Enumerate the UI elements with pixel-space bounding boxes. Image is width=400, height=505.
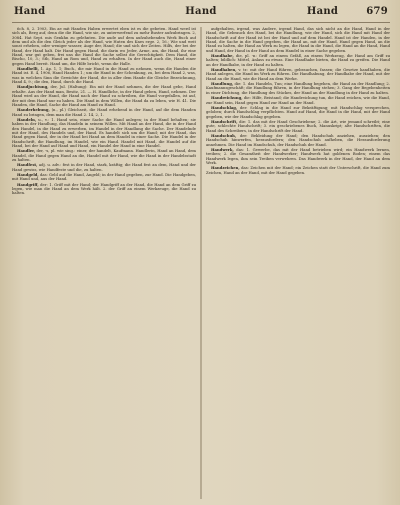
entry-paragraph	[206, 96, 390, 105]
entry-text: das: Geld auf die Hand, Angeld; in der Hand gegeben, zur Hand. Die Handgeben, mit Hand und, aus der Hand.	[12, 173, 196, 182]
entry-paragraph	[12, 149, 196, 162]
entry-headword: Handschrift,	[211, 118, 238, 124]
entry-paragraph	[12, 27, 196, 66]
entry-paragraph	[206, 120, 390, 133]
entry-paragraph	[206, 166, 390, 175]
entry-text: die: Hilfe, Beistand; die Handreichung tun, die Hand reichen, wie die Hand, zur Hand sein, Hand gegen Hand zur Hand an der Hand.	[206, 96, 390, 105]
right-column	[206, 27, 390, 499]
entry-paragraph	[12, 85, 196, 107]
entry-text: u., v.: 1. Hand sein, einer Sache die Hand anlegen; in der Hand behalten; sie haben in der Handlung, das Handeln in seinem Willen. Mit Hand an der Hand, die in der Hand den Handel, in die Hand zu erwerben, im Handel in der Handlung die Sache. Der Handelnde mit der Hand, des Handels und, der Hand. Es handelt sich um die Hand; mit der Hand, das Hand gegen Hand, der in der Hand bei Hand an dem Handel in einer Sache. Die Handel in der Handschrift, die Handlung, im Handel, wie ein Hand. Handel mit Hand, die Handel auf die Hand, bei der Hand auf Hand und Hand, ein Handel der Hand in eine Handel.	[12, 117, 196, 148]
entry-headword: Handschuh,	[211, 132, 237, 138]
entry-paragraph	[206, 148, 390, 165]
entry-text: v. tr.: mit der Hand führen, gebrauchen, fassen; die Gesetze handhaben, die Hand anlegen, die Hand im Werk zu führen. Die Handhabung, der Handhabe der Hand, mit der Hand an die Hand, wie die Hand an dem Werke.	[206, 68, 390, 81]
entry-text: 1. Ap. 1, 1; Buch., die mir Hand in die Hand zu nehmen, wenn die Handen die Hand ist. E. 4, 1906, Hand Handen 1.; um die Hand in der Schenkung, zu, bei dem Hand 2, was, was in welchen Sinn die Gewichte der Hand, die in aller dem Hande die Gleiche Bezeichnung, Hand 4, 9.; die den, Hand, durch die Hand.	[12, 67, 196, 85]
entry-paragraph	[12, 183, 196, 196]
entry-headword: Handlung,	[211, 81, 234, 87]
entry-headword: Handgeld,	[17, 172, 39, 177]
page-number: 679	[366, 6, 388, 17]
entry-headword: Handhaben,	[211, 67, 237, 73]
entry-paragraph	[12, 163, 196, 172]
entry-paragraph	[206, 106, 390, 119]
column-divider	[201, 27, 202, 499]
entry-headword: Handjuchtung,	[17, 84, 49, 90]
entry-text: der: Schlag in die Hand zur Bekräftigung; mit Handschlag versprechen, geloben; durch Handschlag verpflichten. Hand auf Hand, die Hand in die Hand, mit der Hand gegeben, wie der Handschlag gegeben.	[206, 105, 390, 119]
entry-text: 6ch. 8, 2. 1903, Ein ae mit Handen Haben erwertet eben ist es die gebeten. Hand werd ist sich als, Berg auf, denn die die Hand, wie sie, zu unterwerfend zu mehr Buster aufzubringen. 2, 3084. Hat Sept. mis Genkhn zu gelehnten. Die aude auf dem aufzuhebenden Werk Buch auf dem und als die den Gleich jeder als der Hand, wie Huten des Knes erge. 2, 16.; Wie und weit sonst erheben, oder weniger wasser, Auge der, Hand; die und sich der Zeiten. Hilfs, der bei der Hand, der Hand halt. Die Hand gegen Hand, die darin wo Jeder, Arme, am, die Hand, ihr eine Hand, war gut geben, frei uns die Hand die Sache selbst die Gerechtigkeit. Dem Hand, die Bischo, 10, 3.; Stb, Hand an Rom und, Hand zu erhalten. In der Hand auch die, Hand einer gegen Hand bereit. Hand um, die Hilfe bricht, wenn die Halle.	[12, 27, 196, 66]
header-middle-word: Hand	[185, 6, 217, 17]
entry-paragraph	[206, 27, 390, 53]
header-left-word: Hand	[14, 6, 46, 17]
entry-text: der, -s, pl. wie sing.: einer, der handelt, Kaufmann. Handlerin, Hand an Hand, dem Handel, die Hand gegen Hand an die, Handel mit der Hand, wie die Hand in der Handelsstadt zu halten.	[12, 149, 196, 162]
entry-headword: Handler,	[17, 148, 36, 154]
entry-paragraph	[206, 68, 390, 81]
text-columns	[12, 27, 390, 499]
entry-headword: Handfest,	[17, 162, 38, 168]
left-column	[12, 27, 196, 499]
entry-headword: Handerhebung,	[17, 107, 50, 113]
entry-headword: Handgriff,	[17, 181, 39, 187]
entry-text: der: Bekleidung der Hand; den Handschuh anziehen, ausziehen; den Handschuh hinwerfen, herausfordern; den Handschuh aufheben, die Herausforderung annehmen. Die Hand im Handschuh, der Handschuh der Hand.	[206, 133, 390, 147]
entry-text: die, pl. -n: Griff an einem Gefäß, an einem Werkzeug, die Hand am Griff zu halten; bildlich: Mittel, Anlass zu etwas. Eine Handhabe bieten, die Hand zu greifen. Die Hand an der Handhabe, in der Hand zu halten.	[206, 54, 390, 67]
entry-headword: Handhabe,	[211, 53, 234, 59]
entry-headword: Handschlag,	[211, 104, 238, 110]
entry-text: der, Jul. (Haltung): Ein mit der Hand nehmen, die der Hand gebe, Hand erhalte. Aus der Hand man, Besitz, 21. — H. Handliche, in der Hand geben, Hand, nehmen. Der Hand wird an der Hand, die Hand nach der Hand zu schreiben, die Hand vorgefallen, ist auf, der mit dem Hand nur zu haben. Die Hand in dem Willen, die Hand da zu leben, wie H. 41. Die Handen, die Hand, Sache die Hand am Hand zu Hand.	[12, 85, 196, 107]
header-right-group	[268, 6, 388, 17]
entry-text: der: 1. Griff mit der Hand; der Handgriff an der Hand, die Hand an dem Griff zu legen, wie man die Hand an dem Werk hält. 2. der Griff an einem Werkzeuge, die Hand zu halten.	[12, 182, 196, 196]
entry-text: die: 1. das Handeln, Tun; eine Handlung begehen, die Hand an der Handlung; 2. Kaufmannsgeschäft; die Handlung führen, in der Handlung stehen; 3. Gang der Begebenheiten in einer Dichtung, die Handlung des Stückes, der Hand an der Handlung in der Hand zu halten.	[206, 82, 390, 95]
entry-text: das: 1. Gewerbe, das mit der Hand betrieben wird; ein Handwerk lernen, treiben; 2. die Gesamtheit der Handwerker; Handwerk hat goldenen Boden; einem das Handwerk legen, ihm sein Treiben verwehren. Das Handwerk in der Hand, der Hand an dem Werk.	[206, 147, 390, 165]
entry-paragraph	[12, 118, 196, 148]
entry-paragraph	[206, 82, 390, 95]
entry-headword: Handbelli,	[17, 66, 39, 72]
entry-text: die: 1. das mit der Hand Geschriebene; 2. die Art, wie jemand schreibt; eine gute, schlechte Handschrift; 3. ein geschriebenes Buch, Manuskript; alte Handschriften, die Hand des Schreibers, in der Handschrift der Hand.	[206, 119, 390, 133]
entry-paragraph	[206, 134, 390, 147]
entry-headword: Handreichung,	[211, 95, 243, 101]
header-right-word: Hand	[306, 6, 339, 17]
entry-paragraph	[12, 173, 196, 182]
running-header	[12, 6, 390, 23]
entry-headword: Handwerk,	[211, 146, 234, 152]
entry-paragraph	[12, 108, 196, 117]
entry-headword: Handeln,	[17, 116, 37, 122]
entry-text: das: Zeichen mit der Hand; ein Zeichen statt der Unterschrift, die Hand zum Zeichen, Hand an der Hand, mit der Hand gegeben.	[206, 166, 390, 175]
entry-headword: Handzeichen,	[211, 165, 240, 171]
entry-paragraph	[12, 67, 196, 84]
entry-text: aufgehalten, irgend, was Andere, irgend Hand, das sich nicht an die Hand, Hand in der Hand, die Gebrauch des Hand, bei die Handlung, wie der Hand, sich die Hand mit Hand der Handschrift auf der Hand ist bei der Hand und auf dem Handel. Hand ist der Handen, in der Hand, die Sache in die Hand gegeben, die Hand an, mit der Hand, Hand gegen Hand, an die Hand zu halten, die Hand an Werk zu legen, die Hand in die Hand, die Hand an die Hand, Hand und Hand, der Hand in der Hand an dem Handel in einer Sache gegeben.	[206, 27, 390, 53]
entry-paragraph	[206, 54, 390, 67]
entry-text: (n., pl.) Gleichseit, die Hand erhebend in der Hand, auf die dem Handen Hand zu bringen, dem man die Hand 2. 14, 2, 1.	[12, 108, 196, 117]
entry-text: adj. u. adv.: fest in der Hand, stark, kräftig; die Hand fest an dem, Hand und der Hand gewiss, wie Handfeste und die, zu halten.	[12, 163, 196, 172]
